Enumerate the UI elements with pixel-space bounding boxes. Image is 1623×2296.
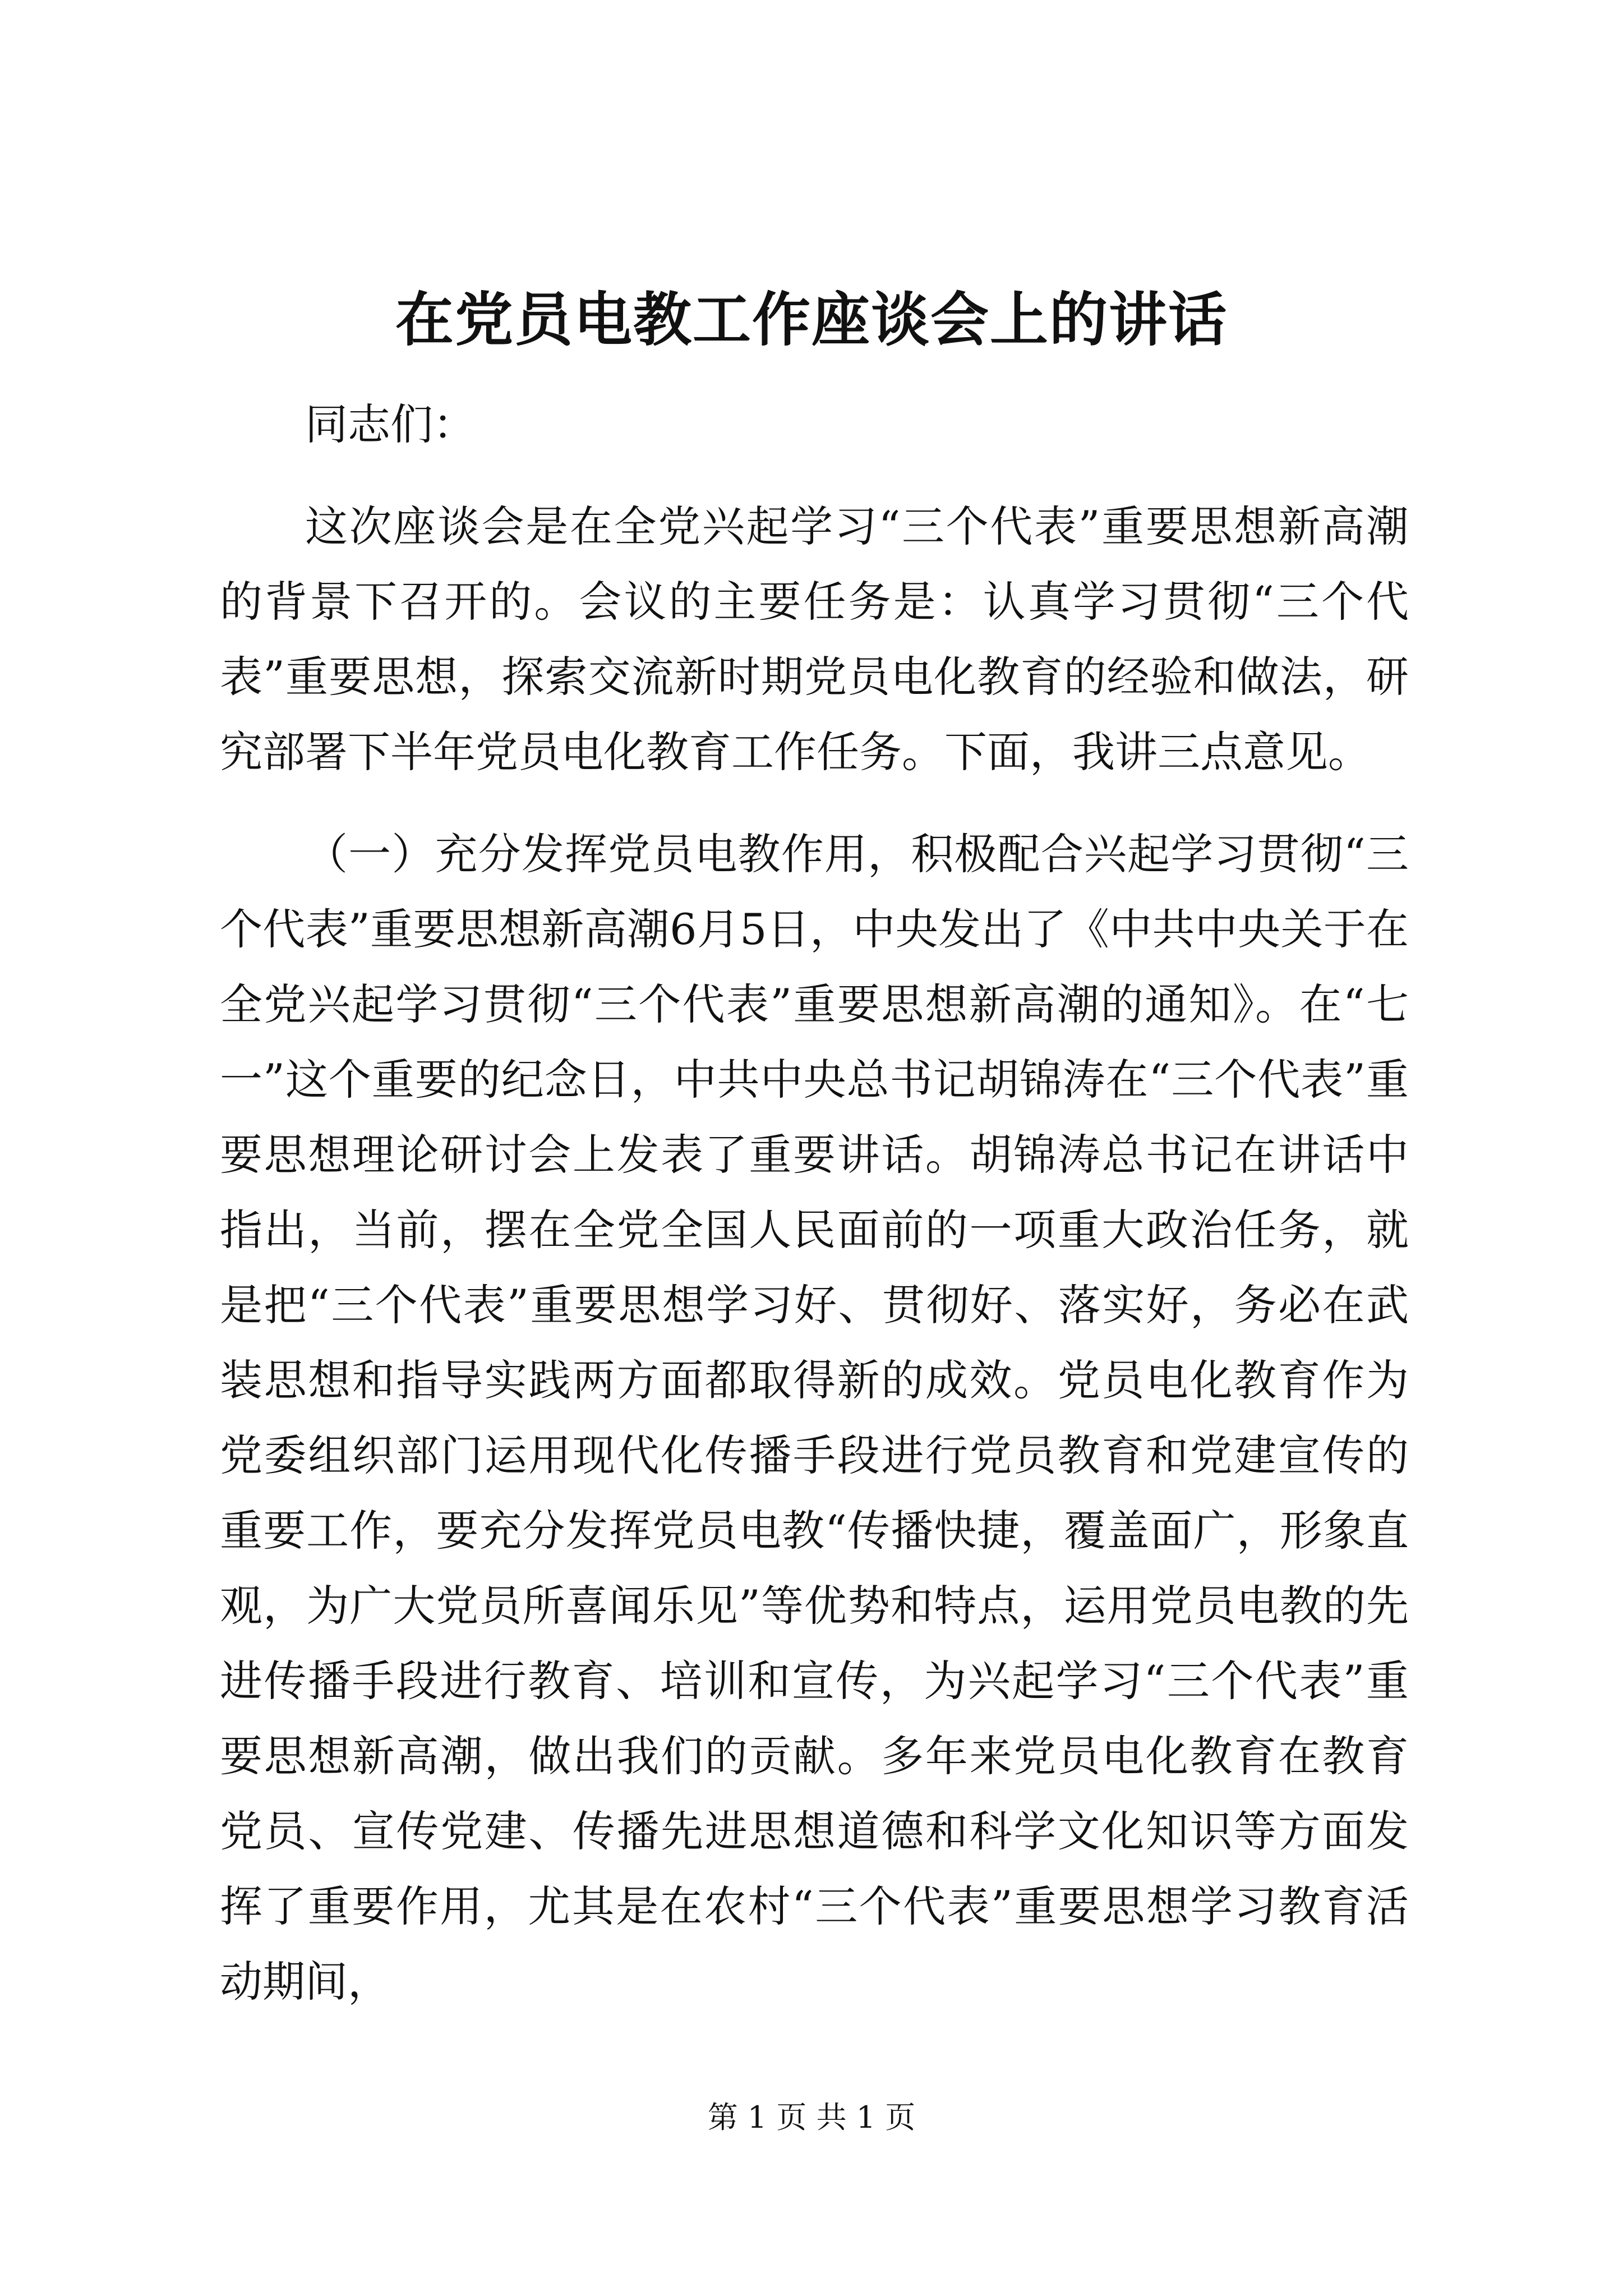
page-footer: 第 1 页 共 1 页	[707, 2100, 916, 2135]
document-body	[220, 387, 1409, 2019]
paragraph-intro: 这次座谈会是在全党兴起学习“三个代表”重要思想新高潮的背景下召开的。会议的主要任务是：认真学习贯彻“三个代表”重要思想，探索交流新时期党员电化教育的经验和做法，研究部署下半年党员电化教育工作任务。下面，我讲三点意见。	[220, 501, 1409, 777]
paragraph-section-one: （一）充分发挥党员电教作用，积极配合兴起学习贯彻“三个代表”重要思想新高潮6月5日，中央发出了《中共中央关于在全党兴起学习贯彻“三个代表”重要思想新高潮的通知》。在“七一”这个重要的纪念日，中共中央总书记胡锦涛在“三个代表”重要思想理论研讨会上发表了重要讲话。胡锦涛总书记在讲话中指出，当前，摆在全党全国人民面前的一项重大政治任务，就是把“三个代表”重要思想学习好、贯彻好、落实好，务必在武装思想和指导实践两方面都取得新的成效。党员电化教育作为党委组织部门运用现代化传播手段进行党员教育和党建宣传的重要工作，要充分发挥党员电教“传播快捷，覆盖面广，形象直观，为广大党员所喜闻乐见”等优势和特点，运用党员电教的先进传播手段进行教育、培训和宣传，为兴起学习“三个代表”重要思想新高潮，做出我们的贡献。多年来党员电化教育在教育党员、宣传党建、传播先进思想道德和科学文化知识等方面发挥了重要作用，尤其是在农村“三个代表”重要思想学习教育活动期间，	[220, 829, 1409, 2007]
greeting: 同志们：	[305, 399, 476, 449]
document-title: 在党员电教工作座谈会上的讲话	[395, 285, 1228, 354]
